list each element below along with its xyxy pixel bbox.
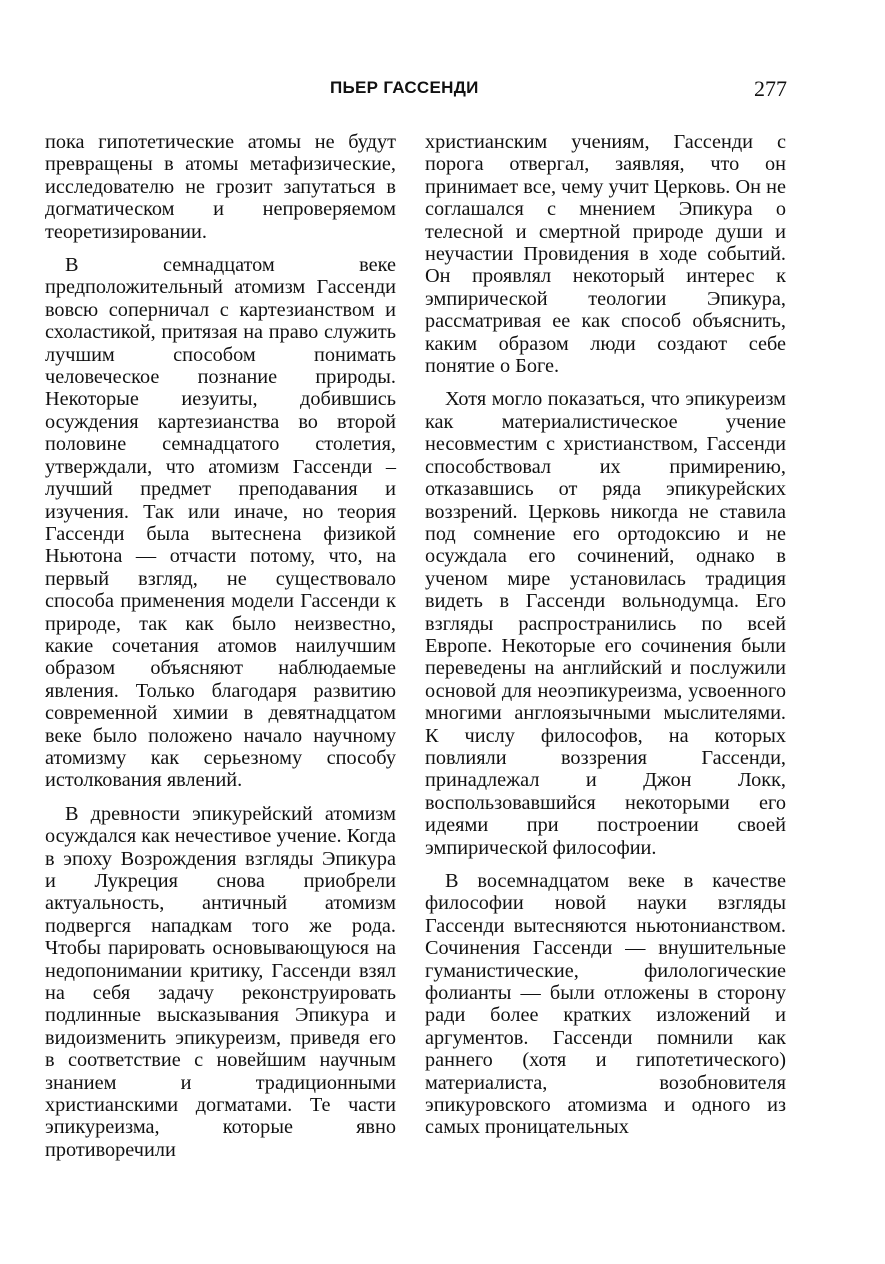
left-text-column [45, 131, 396, 1161]
paragraph: В семнадцатом веке предположительный атомизм Гассенди вовсю соперничал с картезианством и схоластикой, притязая на право служить лучшим способом понимать человеческое познание природы. Некоторые иезуиты, добившись осуждения картезианства во второй половине семнадцатого столетия, утверждали, что атомизм Гассенди – лучший предмет преподавания и изучения. Так или иначе, но теория Гассенди была вытеснена физикой Ньютона — отчасти потому, что, на первый взгляд, не существовало способа применения модели Гассенди к природе, так как было неизвестно, какие сочетания атомов наилучшим образом объясняют наблюдаемые явления. Только благодаря развитию современной химии в девятнадцатом веке было положено начало научному атомизму как серьезному способу истолкования явлений. [45, 254, 396, 792]
paragraph: В древности эпикурейский атомизм осуждался как нечестивое учение. Когда в эпоху Возрождения взгляды Эпикура и Лукреция снова приобрели актуальность, античный атомизм подвергся нападкам того же рода. Чтобы парировать основывающуюся на недопонимании критику, Гассенди взял на себя задачу реконструировать подлинные высказывания Эпикура и видоизменить эпикуреизм, приведя его в соответствие с новейшим научным знанием и традиционными христианскими догматами. Те части эпикуреизма, которые явно противоречили [45, 802, 396, 1161]
right-text-column [425, 131, 786, 1139]
paragraph: В восемнадцатом веке в качестве философии новой науки взгляды Гассенди вытесняются ньютонианством. Сочинения Гассенди — внушительные гуманистические, филологические фолианты — были отложены в сторону ради более кратких изложений и аргументов. Гассенди помнили как раннего (хотя и гипотетического) материалиста, возобновителя эпикуровского атомизма и одного из самых проницательных [425, 870, 786, 1139]
page-header [40, 76, 790, 106]
page-number: 277 [754, 76, 787, 101]
paragraph-continued: христианским учениям, Гассенди с порога отвергал, заявляя, что он принимает все, чему учит Церковь. Он не соглашался с мнением Эпикура о телесной и смертной природе души и неучастии Провидения в ходе событий. Он проявлял некоторый интерес к эмпирической теологии Эпикура, рассматривая ее как способ объяснить, каким образом люди создают себе понятие о Боге. [425, 131, 786, 378]
paragraph: Хотя могло показаться, что эпикуреизм как материалистическое учение несовместим с христианством, Гассенди способствовал их примирению, отказавшись от ряда эпикурейских воззрений. Церковь никогда не ставила под сомнение его ортодоксию и не осуждала его сочинений, однако в ученом мире установилась традиция видеть в Гассенди вольнодумца. Его взгляды распространились по всей Европе. Некоторые его сочинения были переведены на английский и послужили основой для неоэпикуреизма, усвоенного многими англоязычными мыслителями. К числу философов, на которых повлияли воззрения Гассенди, принадлежал и Джон Локк, воспользовавшийся некоторыми его идеями при построении своей эмпирической философии. [425, 388, 786, 859]
paragraph-continued: пока гипотетические атомы не будут превращены в атомы метафизические, исследователю не грозит запутаться в догматическом и непроверяемом теоретизировании. [45, 131, 396, 243]
running-title: ПЬЕР ГАССЕНДИ [330, 78, 479, 97]
